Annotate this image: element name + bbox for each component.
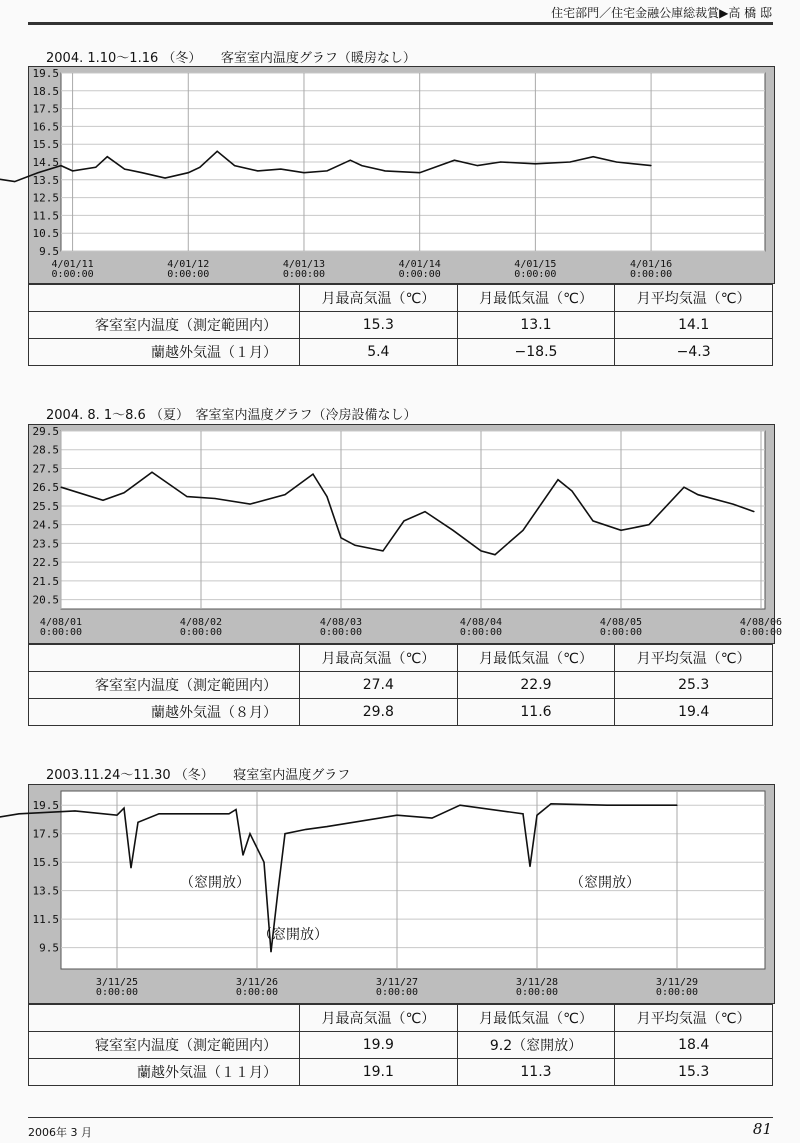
data-point (571, 490, 572, 491)
data-point (257, 170, 258, 171)
data-point (459, 805, 460, 806)
header-rule (28, 22, 773, 25)
y-tick-label: 20.5 (32, 593, 59, 607)
x-tick-date: 4/08/06 (739, 617, 783, 628)
x-tick-date: 3/11/25 (95, 977, 139, 988)
data-point (242, 854, 243, 855)
header-max: 月最高気温（℃） (300, 1005, 458, 1032)
data-point (477, 165, 478, 166)
x-tick-date: 3/11/26 (235, 977, 279, 988)
annotation-window-open-3: （窓開放） (570, 875, 640, 891)
header-max: 月最高気温（℃） (300, 285, 458, 312)
row-label: 客室室内温度（測定範囲内） (29, 672, 300, 699)
data-point (431, 817, 432, 818)
data-point (60, 487, 61, 488)
data-point (249, 503, 250, 504)
data-point (350, 160, 351, 161)
footer-date: 2006年 3 月 (28, 1126, 92, 1139)
data-point (18, 813, 19, 814)
x-tick-time: 0:00:00 (514, 269, 557, 280)
data-point (165, 177, 166, 178)
data-point (188, 172, 189, 173)
data-point (454, 160, 455, 161)
data-point (200, 813, 201, 814)
header-avg: 月平均気温（℃） (615, 1005, 773, 1032)
y-tick-label: 19.5 (32, 799, 59, 813)
row-label: 蘭越外気温（１月） (29, 339, 300, 366)
cell-avg: 18.4 (615, 1032, 773, 1059)
y-tick-label: 21.5 (32, 574, 59, 588)
header-min: 月最低気温（℃） (457, 1005, 615, 1032)
x-tick-time: 0:00:00 (319, 627, 363, 638)
data-point (228, 813, 229, 814)
data-point (124, 169, 125, 170)
annotation-window-open-2: （窓開放） (258, 927, 328, 943)
chart-1-svg (29, 67, 774, 283)
row-label: 客室室内温度（測定範囲内） (29, 312, 300, 339)
x-tick-date: 4/08/03 (319, 617, 363, 628)
data-point (340, 537, 341, 538)
cell-min: 9.2（窓開放） (457, 1032, 615, 1059)
cell-min: 11.3 (457, 1059, 615, 1086)
data-point (535, 163, 536, 164)
y-tick-label: 11.5 (32, 209, 59, 223)
x-tick-time: 0:00:00 (39, 627, 83, 638)
header-max: 月最高気温（℃） (300, 645, 458, 672)
footer-rule (28, 1117, 773, 1118)
data-point (130, 867, 131, 868)
data-point (303, 172, 304, 173)
x-tick-date: 4/01/11 (51, 259, 94, 270)
x-tick-date: 3/11/27 (375, 977, 419, 988)
data-point (480, 550, 481, 551)
data-point (753, 511, 754, 512)
data-point (141, 172, 142, 173)
plot-area (61, 791, 765, 969)
data-point (569, 161, 570, 162)
cell-avg: 19.4 (615, 699, 773, 726)
y-tick-label: 9.5 (39, 941, 59, 955)
annotation-window-open-1: （窓開放） (180, 875, 250, 891)
x-tick-date: 4/08/04 (459, 617, 503, 628)
x-tick-time: 0:00:00 (95, 987, 139, 998)
data-point (284, 833, 285, 834)
y-tick-label: 24.5 (32, 518, 59, 532)
chart-2-svg (29, 425, 783, 643)
x-tick-date: 3/11/28 (515, 977, 559, 988)
stats-table-2 (28, 644, 773, 726)
running-title: 住宅部門／住宅金融公庫総裁賞▶高 橋 邸 (551, 6, 772, 20)
x-tick-date: 4/01/12 (167, 259, 210, 270)
y-tick-label: 13.5 (32, 173, 59, 187)
data-point (263, 862, 264, 863)
data-point (326, 496, 327, 497)
data-point (72, 170, 73, 171)
data-point (158, 813, 159, 814)
chart-2 (28, 424, 783, 644)
data-point (277, 890, 278, 891)
y-tick-label: 15.5 (32, 856, 59, 870)
data-point (249, 833, 250, 834)
data-point (217, 151, 218, 152)
data-point (384, 170, 385, 171)
data-point (327, 170, 328, 171)
x-tick-date: 4/08/05 (599, 617, 643, 628)
data-point (616, 161, 617, 162)
x-tick-date: 4/08/01 (39, 617, 83, 628)
data-point (697, 494, 698, 495)
cell-max: 27.4 (300, 672, 458, 699)
cell-min: 13.1 (457, 312, 615, 339)
data-point (354, 545, 355, 546)
y-tick-label: 18.5 (32, 84, 59, 98)
data-point (403, 520, 404, 521)
data-point (732, 503, 733, 504)
section-title-1: 2004. 1.10～1.16 （冬） 客室室内温度グラフ（暖房なし） (46, 51, 416, 66)
cell-max: 5.4 (300, 339, 458, 366)
data-point (137, 822, 138, 823)
x-tick-time: 0:00:00 (459, 627, 503, 638)
data-point (650, 165, 651, 166)
cell-max: 19.1 (300, 1059, 458, 1086)
y-tick-label: 23.5 (32, 537, 59, 551)
header-min: 月最低気温（℃） (457, 285, 615, 312)
header-min: 月最低気温（℃） (457, 645, 615, 672)
x-tick-time: 0:00:00 (630, 269, 673, 280)
data-point (280, 169, 281, 170)
data-point (500, 161, 501, 162)
x-tick-time: 0:00:00 (655, 987, 699, 998)
data-point (199, 167, 200, 168)
section-title-2: 2004. 8. 1～8.6 （夏） 客室室内温度グラフ（冷房設備なし） (46, 408, 417, 423)
data-point (396, 815, 397, 816)
x-tick-date: 4/01/16 (630, 259, 673, 270)
data-point (60, 165, 61, 166)
data-point (424, 511, 425, 512)
data-point (102, 500, 103, 501)
y-tick-label: 25.5 (32, 499, 59, 513)
y-tick-label: 11.5 (32, 913, 59, 927)
data-point (74, 810, 75, 811)
page-number: 81 (752, 1120, 772, 1138)
y-tick-label: 19.5 (32, 67, 59, 80)
data-point (305, 829, 306, 830)
stats-table-1 (28, 284, 773, 366)
data-point (151, 472, 152, 473)
x-tick-date: 4/08/02 (179, 617, 223, 628)
cell-max: 15.3 (300, 312, 458, 339)
chart-3 (28, 784, 775, 1004)
cell-min: 11.6 (457, 699, 615, 726)
x-tick-date: 4/01/13 (282, 259, 326, 270)
data-point (95, 167, 96, 168)
data-point (676, 805, 677, 806)
x-tick-date: 4/01/15 (514, 259, 557, 270)
y-tick-label: 15.5 (32, 138, 59, 152)
x-tick-time: 0:00:00 (739, 627, 783, 638)
chart-3-svg (29, 785, 774, 1003)
data-point (522, 530, 523, 531)
plot-area (61, 431, 765, 609)
data-point (284, 494, 285, 495)
y-tick-label: 29.5 (32, 425, 59, 438)
cell-max: 19.9 (300, 1032, 458, 1059)
data-point (116, 815, 117, 816)
x-tick-time: 0:00:00 (599, 627, 643, 638)
cell-avg: 15.3 (615, 1059, 773, 1086)
data-point (606, 805, 607, 806)
cell-avg: 25.3 (615, 672, 773, 699)
stats-table-3 (28, 1004, 773, 1086)
data-point (452, 530, 453, 531)
data-point (494, 554, 495, 555)
y-tick-label: 17.5 (32, 102, 59, 116)
x-tick-date: 4/01/14 (398, 259, 441, 270)
data-point (683, 487, 684, 488)
y-tick-label: 14.5 (32, 156, 59, 169)
row-label: 蘭越外気温（１１月） (29, 1059, 300, 1086)
cell-avg: 14.1 (615, 312, 773, 339)
data-point (107, 156, 108, 157)
data-point (214, 498, 215, 499)
y-tick-label: 27.5 (32, 462, 59, 476)
x-tick-time: 0:00:00 (515, 987, 559, 998)
x-tick-time: 0:00:00 (51, 269, 94, 280)
data-point (522, 813, 523, 814)
x-tick-time: 0:00:00 (235, 987, 279, 998)
data-point (326, 826, 327, 827)
y-tick-label: 9.5 (39, 245, 59, 258)
chart-1 (28, 66, 775, 284)
y-tick-label: 10.5 (32, 227, 59, 241)
x-tick-time: 0:00:00 (375, 987, 419, 998)
y-tick-label: 13.5 (32, 884, 59, 898)
x-tick-date: 3/11/29 (655, 977, 699, 988)
cell-avg: −4.3 (615, 339, 773, 366)
data-point (536, 815, 537, 816)
data-point (123, 807, 124, 808)
data-point (312, 473, 313, 474)
data-point (186, 496, 187, 497)
data-point (361, 165, 362, 166)
y-tick-label: 12.5 (32, 191, 59, 205)
data-point (592, 520, 593, 521)
data-point (529, 866, 530, 867)
row-label: 寝室室内温度（測定範囲内） (29, 1032, 300, 1059)
y-tick-label: 22.5 (32, 556, 59, 570)
data-point (620, 530, 621, 531)
data-point (382, 550, 383, 551)
data-point (37, 172, 38, 173)
data-point (270, 951, 271, 952)
data-point (557, 479, 558, 480)
data-point (648, 524, 649, 525)
header-avg: 月平均気温（℃） (615, 285, 773, 312)
data-point (14, 181, 15, 182)
data-point (419, 172, 420, 173)
x-tick-time: 0:00:00 (398, 269, 441, 280)
x-tick-time: 0:00:00 (282, 269, 326, 280)
cell-min: 22.9 (457, 672, 615, 699)
data-point (234, 165, 235, 166)
header-avg: 月平均気温（℃） (615, 645, 773, 672)
x-tick-time: 0:00:00 (179, 627, 223, 638)
data-point (123, 492, 124, 493)
data-point (235, 809, 236, 810)
y-tick-label: 28.5 (32, 443, 59, 457)
y-tick-label: 16.5 (32, 120, 59, 134)
x-tick-time: 0:00:00 (167, 269, 210, 280)
y-tick-label: 26.5 (32, 481, 59, 495)
cell-max: 29.8 (300, 699, 458, 726)
cell-min: −18.5 (457, 339, 615, 366)
section-title-3: 2003.11.24～11.30 （冬） 寝室室内温度グラフ (46, 768, 351, 783)
row-label: 蘭越外気温（８月） (29, 699, 300, 726)
data-point (550, 803, 551, 804)
data-point (593, 156, 594, 157)
y-tick-label: 17.5 (32, 827, 59, 841)
